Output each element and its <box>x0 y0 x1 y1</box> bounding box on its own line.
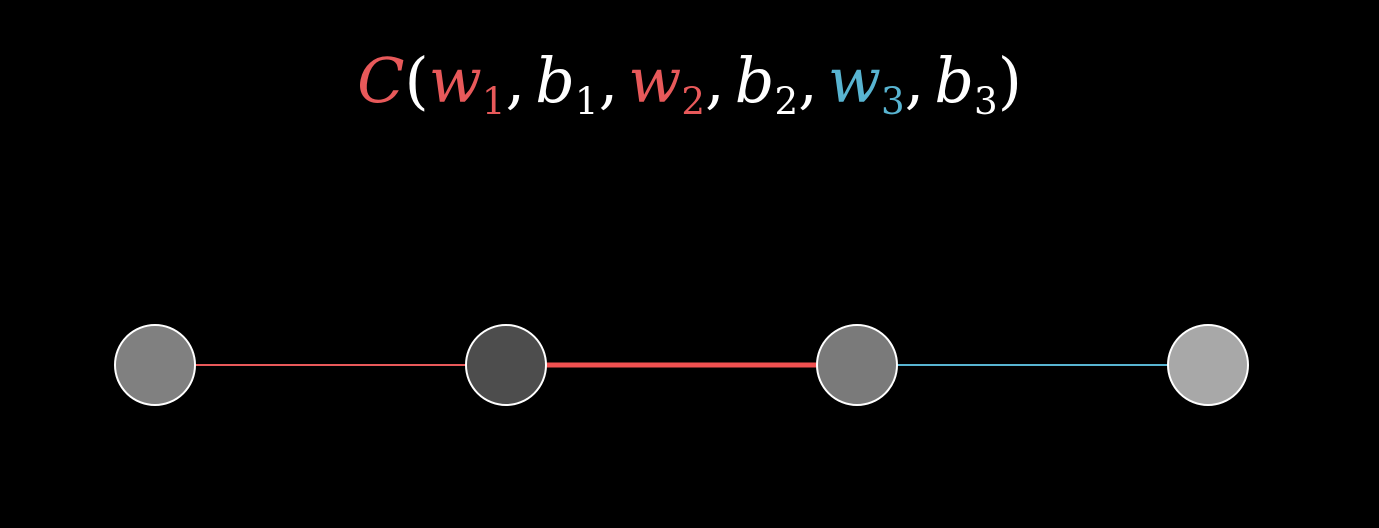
neuron-2 <box>466 325 546 405</box>
param-separator: , <box>798 44 818 117</box>
param-subscript: 1 <box>481 78 506 123</box>
neuron-4 <box>1168 325 1248 405</box>
param-symbol: w <box>628 44 682 117</box>
param-symbol: w <box>428 44 482 117</box>
function-name: C <box>357 44 405 117</box>
neuron-3 <box>817 325 897 405</box>
param-symbol: b <box>535 44 575 117</box>
param-separator: , <box>505 44 526 117</box>
neuron-1 <box>115 325 195 405</box>
param-symbol: b <box>734 44 775 117</box>
close-paren: ) <box>997 44 1022 117</box>
param-symbol: b <box>934 44 975 117</box>
param-separator: , <box>705 44 725 117</box>
open-paren: ( <box>404 44 429 117</box>
param-subscript: 3 <box>880 78 905 123</box>
param-subscript: 3 <box>974 78 998 123</box>
param-symbol: w <box>827 44 881 117</box>
param-separator: , <box>904 44 925 117</box>
param-subscript: 2 <box>681 78 706 123</box>
param-separator: , <box>598 44 619 117</box>
param-subscript: 2 <box>774 78 799 123</box>
param-subscript: 1 <box>574 78 599 123</box>
